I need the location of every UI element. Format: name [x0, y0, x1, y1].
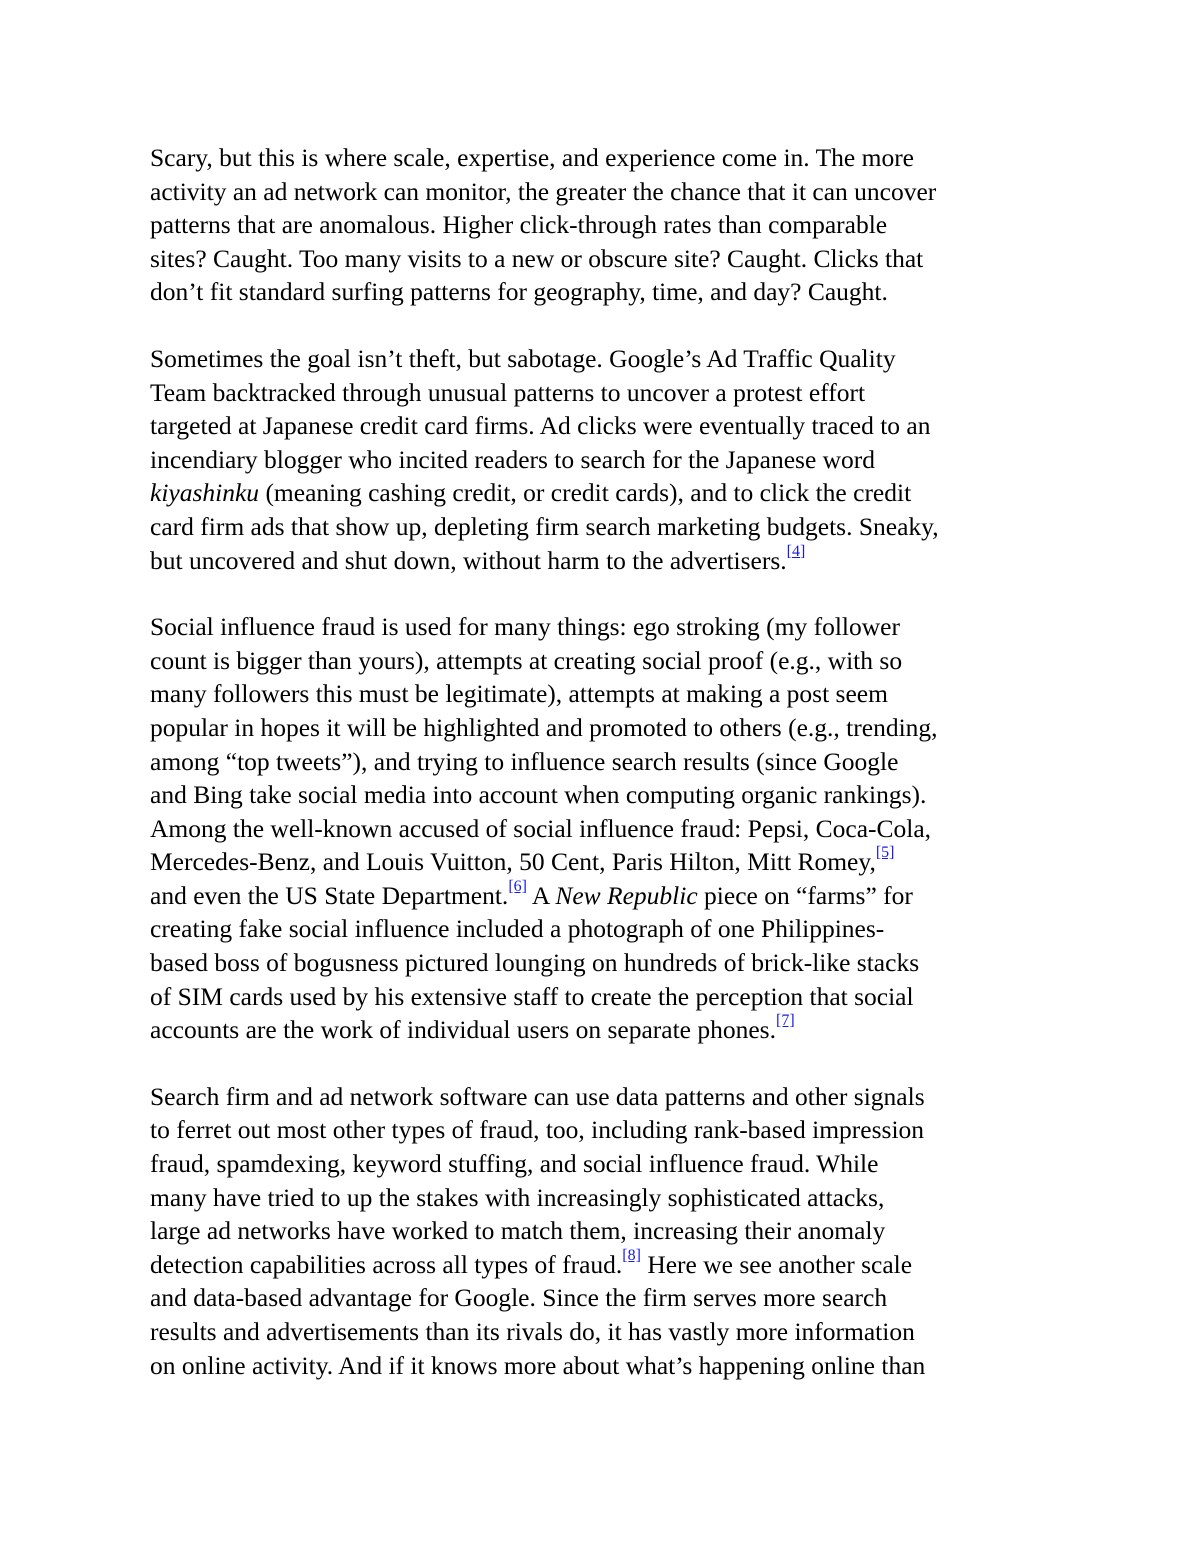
footnote-link-6[interactable]: [6]: [508, 877, 527, 895]
text-line: Team backtracked through unusual patterns to uncover a protest effort: [150, 377, 866, 407]
text-line: incendiary blogger who incited readers to search for the Japanese word: [150, 444, 876, 474]
text-line: sites? Caught. Too many visits to a new or obscure site? Caught. Clicks that: [150, 243, 924, 273]
text-line: card firm ads that show up, depleting firm search marketing budgets. Sneaky,: [150, 511, 939, 541]
footnote-link-5[interactable]: [5]: [875, 844, 895, 862]
text-line: Among the well-known accused of social influence fraud: Pepsi, Coca-Cola,: [150, 813, 932, 843]
text-line: many have tried to up the stakes with increasingly sophisticated attacks,: [150, 1182, 885, 1212]
text-fragment: but uncovered and shut down, without harm to the advertisers.: [150, 545, 787, 575]
text-line: count is bigger than yours), attempts at creating social proof (e.g., with so: [150, 645, 903, 675]
text-line: based boss of bogusness pictured lounging on hundreds of brick-like stacks: [150, 948, 920, 978]
text-line: patterns that are anomalous. Higher click-through rates than comparable: [150, 210, 888, 240]
text-fragment: (meaning cashing credit, or credit cards), and to click the credit: [259, 478, 912, 508]
text-fragment: piece on “farms” for: [697, 880, 913, 910]
text-line: among “top tweets”), and trying to influence search results (since Google: [150, 746, 899, 776]
paragraph-4: [150, 1080, 1070, 1382]
text-fragment: accounts are the work of individual users on separate phones.: [150, 1015, 776, 1045]
text-fragment: Here we see another scale: [640, 1249, 913, 1279]
text-line: creating fake social influence included a photograph of one Philippines-: [150, 914, 885, 944]
text-fragment: A: [526, 880, 556, 910]
text-line: fraud, spamdexing, keyword stuffing, and social influence fraud. While: [150, 1149, 879, 1179]
text-line: [150, 845, 1070, 879]
document-page: [150, 141, 1070, 1382]
paragraph-1: [150, 141, 1070, 309]
text-line: [150, 1248, 1070, 1282]
text-line: [150, 1013, 1070, 1047]
text-line: of SIM cards used by his extensive staff to create the perception that social: [150, 981, 914, 1011]
footnote-link-7[interactable]: [7]: [775, 1012, 795, 1030]
italic-title: New Republic: [555, 880, 698, 910]
text-fragment: Mercedes-Benz, and Louis Vuitton, 50 Cent, Paris Hilton, Mitt Romey,: [150, 847, 876, 877]
text-line: targeted at Japanese credit card firms. Ad clicks were eventually traced to an: [150, 411, 931, 441]
text-line: activity an ad network can monitor, the greater the chance that it can uncover: [150, 176, 937, 206]
text-line: on online activity. And if it knows more about what’s happening online than: [150, 1350, 926, 1380]
text-line: to ferret out most other types of fraud, too, including rank-based impression: [150, 1115, 925, 1145]
text-line: many followers this must be legitimate), attempts at making a post seem: [150, 679, 888, 709]
italic-term: kiyashinku: [150, 478, 260, 508]
text-line: large ad networks have worked to match them, increasing their anomaly: [150, 1216, 886, 1246]
text-fragment: and even the US State Department.: [150, 880, 509, 910]
text-line: [150, 476, 1070, 510]
footnote-link-4[interactable]: [4]: [786, 542, 806, 560]
text-line: Scary, but this is where scale, expertise, and experience come in. The more: [150, 143, 915, 172]
text-line: Sometimes the goal isn’t theft, but sabotage. Google’s Ad Traffic Quality: [150, 343, 896, 373]
text-line: [150, 544, 1070, 578]
paragraph-3: [150, 610, 1070, 1047]
text-line: and data-based advantage for Google. Since the firm serves more search: [150, 1283, 888, 1313]
footnote-link-8[interactable]: [8]: [622, 1246, 641, 1264]
text-line: and Bing take social media into account when computing organic rankings).: [150, 780, 927, 810]
text-line: popular in hopes it will be highlighted and promoted to others (e.g., trending,: [150, 712, 938, 742]
text-line: don’t fit standard surfing patterns for geography, time, and day? Caught.: [150, 277, 888, 307]
text-line: [150, 879, 1070, 913]
paragraph-2: [150, 342, 1070, 577]
text-line: Social influence fraud is used for many things: ego stroking (my follower: [150, 612, 900, 642]
text-line: Search firm and ad network software can use data patterns and other signals: [150, 1081, 925, 1111]
text-fragment: detection capabilities across all types of fraud.: [150, 1249, 623, 1279]
text-line: results and advertisements than its rivals do, it has vastly more information: [150, 1317, 915, 1346]
